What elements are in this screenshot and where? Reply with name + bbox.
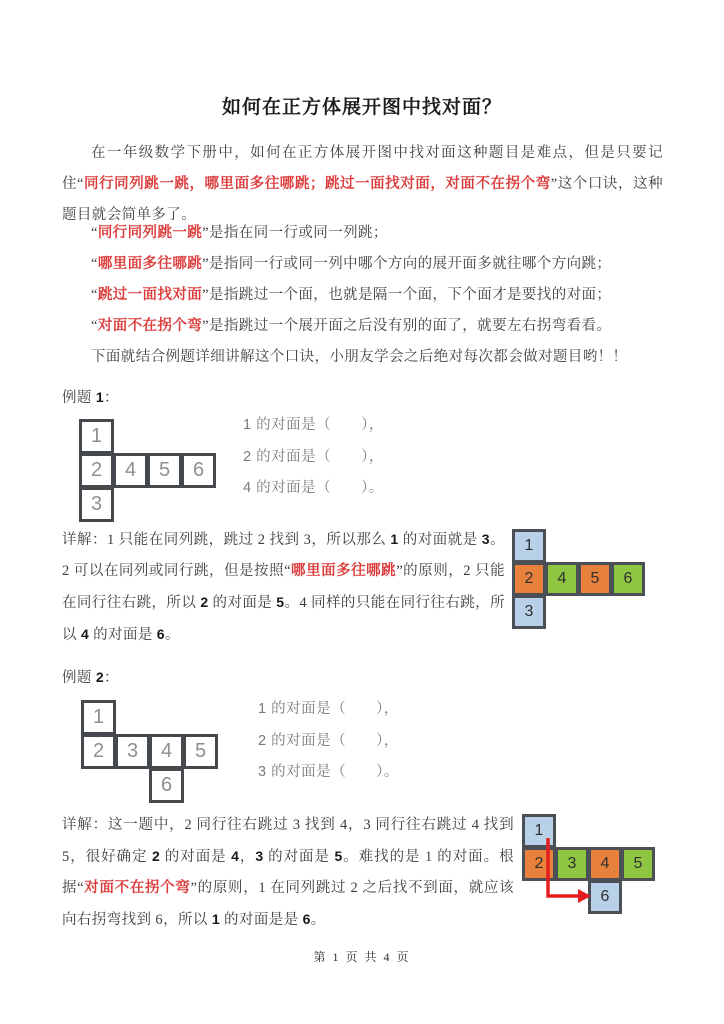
text-run: 详解：这一题中，2 同行往右跳过 3 找到 4，3 同行往右跳过 4 找到 5，很好确定 — [62, 817, 514, 865]
text-run: 1 — [390, 531, 399, 547]
text-run: 4 — [231, 848, 240, 864]
net-cell-5: 5 — [621, 847, 655, 881]
text-run: ”是指同一行或同一列中哪个方向的展开面多就往哪个方向跳； — [202, 256, 612, 272]
text-run: 跳过一面找对面 — [97, 287, 203, 303]
text-run: “ — [91, 318, 98, 334]
text-run: 的对面是 — [160, 849, 232, 865]
text-run: 1 — [211, 911, 220, 927]
net-cell-6: 6 — [611, 562, 645, 596]
net-cell-5: 5 — [183, 734, 218, 769]
text-run: 的对面是是 — [220, 912, 303, 928]
text-run: ”这个口诀，这种题目就会简单多了。 — [62, 176, 663, 223]
net-cell-4: 4 — [113, 453, 148, 488]
question-line: 1 的对面是（ ）， — [258, 701, 399, 717]
text-run: ”是指跳过一个面，也就是隔一个面，下个面才是要找的对面； — [202, 287, 612, 303]
text-run: 6 — [156, 626, 165, 642]
text-run: 对面不在拐个弯 — [97, 318, 203, 334]
text-run: 5 — [334, 848, 343, 864]
net-cell-1: 1 — [81, 700, 116, 735]
text-run: 4 — [80, 626, 90, 642]
rule-line — [62, 311, 668, 342]
text-run: 在一年级数学下册中，如何在正方体展开图中找对面这种题目是难点，但是只要记住“ — [62, 145, 663, 192]
text-run: 3 — [481, 531, 490, 547]
text-run: 2 — [95, 669, 105, 685]
example2-label — [62, 666, 119, 687]
example1-solution-paragraph — [62, 524, 505, 651]
net-cell-1: 1 — [522, 814, 556, 848]
net-cell-2: 2 — [522, 847, 556, 881]
text-run: 。 — [310, 912, 326, 928]
text-run: 2 — [200, 594, 209, 610]
text-run: ”是指在同一行或同一列跳； — [202, 225, 388, 241]
text-run: ： — [104, 390, 119, 406]
text-run: “ — [91, 287, 98, 303]
text-run: 详解：1 只能在同列跳，跳过 2 找到 3，所以那么 — [62, 532, 391, 548]
example2-colored-net-diagram — [522, 814, 658, 916]
text-run: 3 — [255, 848, 264, 864]
rule-line — [62, 342, 668, 373]
net-cell-4: 4 — [588, 847, 622, 881]
question-line: 3 的对面是（ ）。 — [258, 764, 399, 780]
net-cell-3: 3 — [79, 487, 114, 522]
text-run: 下面就结合例题详细讲解这个口诀，小朋友学会之后绝对每次都会做对题目哟！！ — [91, 349, 628, 365]
example1-colored-net-diagram — [512, 529, 648, 631]
net-cell-2: 2 — [512, 562, 546, 596]
text-run: ： — [104, 670, 119, 686]
net-cell-6: 6 — [181, 453, 216, 488]
net-cell-3: 3 — [512, 595, 546, 629]
text-run: 哪里面多往哪跳 — [290, 563, 397, 579]
example1-questions — [243, 410, 384, 505]
page-title: 如何在正方体展开图中找对面？ — [221, 97, 502, 118]
text-run: 同行同列跳一跳 — [97, 225, 203, 241]
question-line: 2 的对面是（ ）， — [258, 732, 399, 749]
text-run: ， — [239, 849, 256, 865]
text-run: 。难找的是 1 的对面。根据“ — [62, 849, 514, 896]
example1-net-diagram — [79, 419, 219, 524]
text-run: 6 — [302, 911, 311, 927]
text-run: “ — [91, 225, 98, 241]
text-run: 例题 — [62, 390, 96, 406]
text-run: 5 — [276, 594, 285, 610]
example2-net-diagram — [81, 700, 221, 805]
net-cell-5: 5 — [147, 453, 182, 488]
text-run: 哪里面多往哪跳 — [97, 256, 203, 272]
net-cell-6: 6 — [149, 768, 184, 803]
question-line: 1 的对面是（ ）， — [243, 417, 384, 433]
net-cell-2: 2 — [81, 734, 116, 769]
text-run: 的对面是 — [89, 627, 157, 643]
net-cell-4: 4 — [545, 562, 579, 596]
net-cell-5: 5 — [578, 562, 612, 596]
rule-line — [62, 218, 668, 249]
net-cell-1: 1 — [512, 529, 546, 563]
text-run: 例题 — [62, 670, 96, 686]
net-cell-3: 3 — [115, 734, 150, 769]
net-cell-2: 2 — [79, 453, 114, 488]
text-run: 2 — [152, 848, 161, 864]
example1-label — [62, 386, 119, 407]
text-run: 。 — [164, 627, 180, 643]
net-cell-1: 1 — [79, 419, 114, 454]
text-run: 的对面是 — [208, 595, 277, 611]
text-run: 。2 可以在同列或同行跳，但是按照“ — [62, 532, 505, 579]
text-run: 的对面是 — [263, 849, 335, 865]
text-run: ”的原则，1 在同列跳过 2 之后找不到面，就应该向右拐弯找到 6，所以 — [62, 880, 514, 928]
text-run: ”是指跳过一个展开面之后没有别的面了，就要左右拐弯看看。 — [202, 318, 612, 334]
question-line: 4 的对面是（ ）。 — [243, 480, 384, 496]
text-run: 。4 同样的只能在同行往右跳，所以 — [62, 595, 505, 643]
text-run: 的对面就是 — [398, 532, 482, 548]
net-cell-3: 3 — [555, 847, 589, 881]
text-run: 对面不在拐个弯 — [84, 880, 191, 896]
mnemonic-rules-list — [62, 218, 668, 373]
text-run: ”的原则，2 只能在同行往右跳，所以 — [62, 563, 505, 611]
net-cell-4: 4 — [149, 734, 184, 769]
question-line: 2 的对面是（ ）， — [243, 448, 384, 465]
rule-line — [62, 280, 668, 311]
page-number-footer: 第 1 页 共 4 页 — [313, 950, 411, 964]
example2-solution-paragraph — [62, 810, 514, 936]
rule-line — [62, 249, 668, 280]
example2-questions — [258, 694, 399, 789]
text-run: 1 — [95, 389, 105, 405]
text-run: “ — [91, 256, 98, 272]
text-run: 同行同列跳一跳，哪里面多往哪跳；跳过一面找对面，对面不在拐个弯 — [83, 176, 551, 192]
net-cell-6: 6 — [588, 880, 622, 914]
